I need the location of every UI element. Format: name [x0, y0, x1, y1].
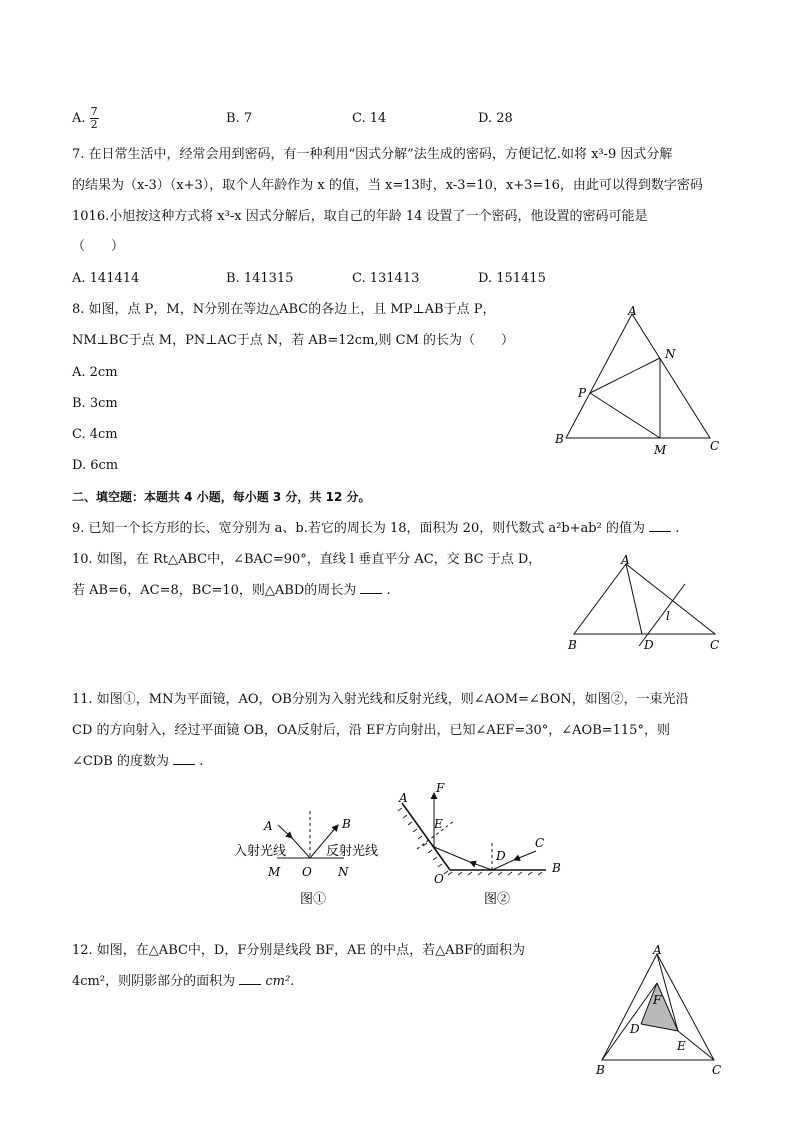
q8-line-2: NM⊥BC于点 M，PN⊥AC于点 N，若 AB=12cm,则 CM 的长为（ ） [72, 333, 515, 348]
q8-option-b: B. 3cm [72, 396, 118, 411]
q8-line-1: 8. 如图，点 P，M，N分别在等边△ABC的各边上，且 MP⊥AB于点 P， [72, 302, 496, 317]
fig1-caption: 图① [300, 892, 327, 907]
q7-option-b: B. 141315 [226, 271, 294, 286]
q6-option-c: C. 14 [352, 111, 387, 126]
q6-option-d: D. 28 [478, 111, 513, 126]
fig2-caption: 图② [484, 892, 511, 907]
q11-answer-blank [173, 764, 195, 765]
q8-label-b: B [555, 432, 564, 446]
fig2-label-o: O [434, 872, 444, 886]
q10-label-l: l [666, 609, 670, 623]
fig2-label-e: E [434, 817, 443, 831]
shaded-region [641, 983, 678, 1031]
q12-answer-blank [239, 984, 261, 985]
fig1-incident-label: 入射光线 [234, 844, 287, 859]
q8-option-a: A. 2cm [72, 365, 118, 380]
q10-label-a: A [621, 553, 630, 567]
q10-answer-blank [360, 593, 382, 594]
q9-answer-blank [649, 531, 671, 532]
q12-triangle-figure [590, 940, 730, 1075]
q10-line-1: 10. 如图，在 Rt△ABC中，∠BAC=90°，直线 l 垂直平分 AC，交 BC 于点 D， [72, 552, 542, 567]
q12-label-a: A [653, 943, 662, 957]
fig2-label-c: C [535, 836, 545, 850]
q12-label-d: D [630, 1022, 640, 1036]
q12-label-c: C [712, 1063, 722, 1075]
q7-line-3: 1016.小旭按这种方式将 x³-x 因式分解后，取自己的年龄 14 设置了一个密码，他设置的密码可能是 [72, 209, 648, 224]
q11-line-2: CD 的方向射入，经过平面镜 OB，OA反射后，沿 EF方向射出，已知∠AEF=30°，∠AOB=115°，则 [72, 723, 670, 738]
q12-line-1: 12. 如图，在△ABC中，D，F分别是线段 BF，AE 的中点，若△ABF的面积为 [72, 943, 526, 958]
section-fill-in-header: 二、填空题：本题共 4 小题，每小题 3 分，共 12 分。 [72, 490, 371, 504]
q9-text: 9. 已知一个长方形的长、宽分别为 a、b.若它的周长为 18，面积为 20，则代数式 a²b+ab² 的值为 . [72, 521, 680, 536]
q10-label-d: D [644, 638, 654, 652]
q8-label-n: N [665, 347, 676, 361]
q8-label-m: M [654, 443, 667, 457]
q8-option-c: C. 4cm [72, 427, 118, 442]
fig1-reflected-label: 反射光线 [326, 844, 379, 859]
fig2-label-d: D [496, 849, 506, 863]
fig2-label-b: B [552, 861, 561, 875]
q7-line-1: 7. 在日常生活中，经常会用到密码，有一种利用“因式分解”法生成的密码，方便记忆.如将 x³-9 因式分解 [72, 147, 673, 162]
q12-label-e: E [677, 1039, 686, 1053]
q11-figure-1 [232, 805, 402, 910]
q7-line-2: 的结果为（x-3）（x+3），取个人年龄作为 x 的值，当 x=13时，x-3=10，x+3=16，由此可以得到数字密码 [72, 178, 703, 193]
q8-label-p: P [578, 386, 587, 400]
q11-line-3: ∠CDB 的度数为 . [72, 754, 204, 769]
q7-option-a: A. 141414 [72, 271, 140, 286]
q7-line-4: （ ） [72, 239, 125, 254]
q11-figure-2 [392, 775, 572, 910]
fig1-label-m: M [268, 865, 281, 879]
q10-label-c: C [710, 638, 720, 652]
q10-label-b: B [568, 638, 577, 652]
q7-option-c: C. 131413 [352, 271, 420, 286]
q10-line-2: 若 AB=6，AC=8，BC=10，则△ABD的周长为 . [72, 583, 391, 598]
q12-line-2: 4cm²，则阴影部分的面积为 cm². [72, 974, 295, 989]
q10-triangle-figure [560, 550, 740, 655]
q11-line-1: 11. 如图①，MN为平面镜，AO，OB分别为入射光线和反射光线，则∠AOM=∠BON，如图②，一束光沿 [72, 692, 689, 707]
fraction-seven-halves: $\frac{7}{2}$ [90, 105, 98, 131]
q8-label-a: A [628, 304, 637, 318]
fig1-label-a: A [264, 819, 273, 833]
fig1-label-n: N [338, 865, 349, 879]
q12-label-b: B [596, 1063, 605, 1075]
q7-option-d: D. 151415 [478, 271, 546, 286]
q6-option-b: B. 7 [226, 111, 253, 126]
q12-label-f: F [653, 993, 662, 1007]
fig2-label-a: A [399, 791, 408, 805]
q8-triangle-figure [550, 300, 730, 460]
q8-label-c: C [710, 439, 720, 453]
fig1-label-b: B [342, 817, 351, 831]
fig2-label-f: F [436, 781, 445, 795]
fig1-label-o: O [302, 865, 312, 879]
q8-option-d: D. 6cm [72, 458, 119, 473]
q6-option-a: A. $\frac{7}{2}$ [72, 105, 98, 131]
